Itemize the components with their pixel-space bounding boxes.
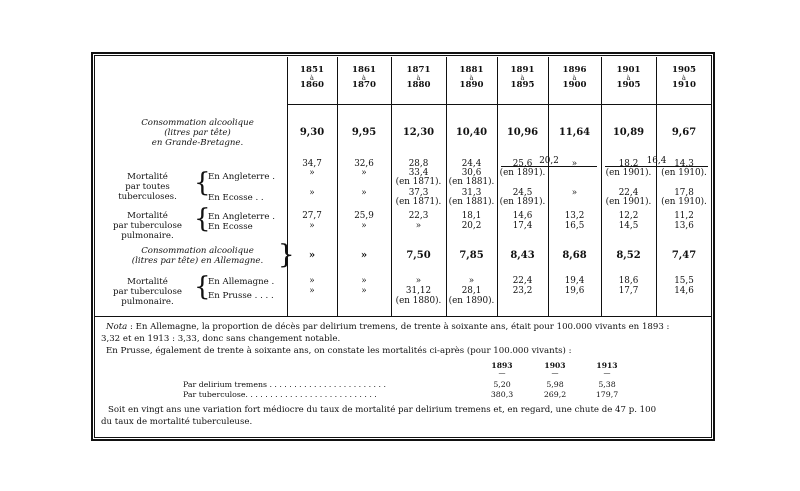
cell-value: 9,95 (351, 127, 377, 138)
row-label: Consommation alcoolique (141, 246, 254, 256)
cell-value: » (415, 276, 422, 286)
sub-label: En Prusse . . . . (208, 291, 274, 301)
row-label: Consommation alcoolique (141, 118, 254, 128)
cell-value: » (361, 221, 367, 231)
cell-value: (en 1890). (448, 296, 495, 306)
row-label: (litres par tête) (164, 128, 231, 138)
row-label: pulmonaire. (121, 297, 174, 307)
note-dash: — (498, 369, 506, 377)
cell-value: 19,6 (564, 286, 585, 296)
cell-value: 14,6 (512, 211, 533, 221)
note-lead: Nota (106, 322, 128, 332)
note-dash: — (603, 369, 611, 377)
year-a: à (520, 74, 525, 82)
row-label: Mortalité (127, 277, 168, 287)
cell-value: 31,3 (461, 188, 482, 198)
year-to: 1895 (510, 80, 535, 90)
year-from: 1851 (300, 65, 324, 75)
cell-value: (en 1871). (395, 177, 442, 187)
sub-label: En Angleterre . (208, 172, 275, 182)
cell-value: » (309, 188, 315, 198)
cell-value: 7,50 (406, 250, 431, 261)
cell-value: 25,9 (354, 211, 374, 221)
cell-value: 31,12 (405, 286, 432, 296)
column-header (601, 66, 656, 90)
row-label: (litres par tête) en Allemagne. (131, 256, 264, 266)
cell-value: » (309, 276, 315, 286)
cell-value: (en 1891). (499, 197, 546, 207)
note-line: En Prusse, également de trente à soixante ans, on constate les mortalités ci-après (pour 100.000 vivants) : (106, 346, 572, 356)
cell-value: 30,6 (461, 168, 482, 178)
year-from: 1881 (459, 65, 484, 75)
sub-label: En Ecosse (208, 222, 253, 232)
cell-value: 24,4 (461, 159, 482, 169)
note-year: 1893 (491, 361, 513, 370)
cell-value: (en 1881). (448, 197, 495, 207)
cell-value: 17,4 (512, 221, 533, 231)
sub-label: En Ecosse . . (208, 193, 264, 203)
brace-icon: { (194, 168, 211, 198)
merged-value: 16,4 (646, 156, 667, 166)
note-dash: — (551, 369, 559, 377)
cell-value: 12,30 (402, 127, 435, 138)
cell-value: 18,1 (461, 211, 482, 221)
brace-icon: { (194, 204, 211, 234)
row-label: en Grande-Bretagne. (151, 138, 244, 148)
cell-value: 13,2 (564, 211, 585, 221)
column-header (656, 66, 712, 90)
cell-value: 17,8 (674, 188, 694, 198)
cell-value: 10,89 (612, 127, 645, 138)
cell-value: 7,47 (671, 250, 697, 261)
cell-value: 19,4 (564, 276, 585, 286)
cell-value: 11,64 (558, 127, 591, 138)
cell-value: » (571, 159, 578, 169)
cell-value: » (361, 188, 367, 198)
cell-value: 32,6 (354, 159, 374, 169)
cell-value: » (308, 250, 316, 261)
cell-value: » (361, 276, 367, 286)
note-value: 5,38 (598, 380, 616, 389)
column-header (548, 66, 601, 90)
cell-value: (en 1880). (395, 296, 442, 306)
year-a: à (682, 74, 686, 82)
cell-value: (en 1910). (661, 168, 707, 178)
note-value: 269,2 (543, 390, 567, 399)
year-from: 1871 (406, 65, 431, 75)
brace-icon: { (194, 272, 211, 302)
year-a: à (310, 74, 314, 82)
note-line (106, 322, 669, 333)
year-to: 1860 (300, 80, 324, 90)
cell-value: 8,43 (510, 250, 535, 261)
note-value: 179,7 (595, 390, 619, 399)
column-header (497, 66, 548, 90)
cell-value: 28,8 (408, 159, 429, 169)
cell-value: 8,52 (616, 250, 641, 261)
cell-value: 34,7 (302, 159, 322, 169)
sub-label: En Allemagne . (208, 277, 275, 287)
cell-value: (en 1910). (661, 197, 707, 207)
year-a: à (362, 74, 366, 82)
row-label: par toutes (125, 182, 170, 192)
column-header (391, 66, 446, 90)
cell-value: 22,4 (512, 276, 533, 286)
cell-value: 14,5 (618, 221, 639, 231)
cell-value: 22,4 (618, 188, 639, 198)
row-label: Mortalité (127, 172, 168, 182)
year-from: 1861 (352, 65, 376, 75)
cell-value: 22,3 (408, 211, 429, 221)
note-line: 3,32 et en 1913 : 3,33, donc sans changement notable. (101, 334, 341, 344)
cell-value: 17,7 (618, 286, 639, 296)
cell-value: » (468, 276, 475, 286)
note-value: 5,20 (493, 380, 511, 389)
cell-value: » (360, 250, 368, 261)
cell-value: 18,2 (618, 159, 639, 169)
year-to: 1900 (562, 80, 587, 90)
year-to: 1910 (672, 80, 696, 90)
note-value: 5,98 (546, 380, 564, 389)
cell-value: 24,5 (512, 188, 533, 198)
cell-value: » (309, 168, 315, 178)
cell-value: » (571, 188, 578, 198)
year-a: à (469, 74, 474, 82)
cell-value: 16,5 (564, 221, 585, 231)
cell-value: » (309, 221, 315, 231)
cell-value: » (415, 221, 422, 231)
row-label: par tuberculose (113, 287, 182, 297)
row-label: pulmonaire. (121, 231, 174, 241)
cell-value: 15,5 (674, 276, 694, 286)
cell-value: 13,6 (674, 221, 694, 231)
column-header (287, 66, 337, 90)
year-to: 1905 (616, 80, 641, 90)
cell-value: » (309, 286, 315, 296)
merged-value: 20,2 (539, 156, 559, 166)
note-row-label: Par delirium tremens . . . . . . . . . . . . . . . . . . . . . . . . (183, 380, 386, 389)
brace-icon: } (278, 240, 295, 270)
row-label: par tuberculose (113, 221, 182, 231)
cell-value: » (361, 286, 367, 296)
cell-value: 9,30 (299, 127, 325, 138)
cell-value: 12,2 (618, 211, 639, 221)
cell-value: 25,6 (512, 159, 533, 169)
year-to: 1890 (459, 80, 484, 90)
row-label: tuberculoses. (118, 192, 177, 202)
header-rule (287, 104, 712, 105)
year-to: 1870 (352, 80, 376, 90)
cell-value: 8,68 (562, 250, 587, 261)
cell-value: (en 1901). (605, 168, 652, 178)
cell-value: 23,2 (512, 286, 533, 296)
year-from: 1891 (510, 65, 535, 75)
cell-value: (en 1891). (499, 168, 546, 178)
cell-value: 7,85 (459, 250, 484, 261)
cell-value: 10,96 (506, 127, 539, 138)
note-value: 380,3 (490, 390, 514, 399)
table-bottom-rule (94, 316, 712, 317)
cell-value: 11,2 (674, 211, 694, 221)
cell-value: (en 1871). (395, 197, 442, 207)
note-row-label: Par tuberculose. . . . . . . . . . . . . . . . . . . . . . . . . . . (183, 390, 377, 399)
column-header (446, 66, 497, 90)
cell-value: (en 1901). (605, 197, 652, 207)
note-text: : En Allemagne, la proportion de décès par delirium tremens, de trente à soixante ans, était pour 100.000 vivants en 1893 : (127, 322, 670, 332)
cell-value: 14,3 (674, 159, 694, 169)
note-year: 1903 (544, 361, 566, 370)
cell-value: 14,6 (674, 286, 694, 296)
cell-value: 18,6 (618, 276, 639, 286)
year-a: à (572, 74, 577, 82)
cell-value: 33,4 (408, 168, 429, 178)
year-to: 1880 (406, 80, 431, 90)
cell-value: » (361, 168, 367, 178)
row-label: Mortalité (127, 211, 168, 221)
cell-value: 28,1 (461, 286, 482, 296)
cell-value: 37,3 (408, 188, 429, 198)
cell-value: 27,7 (302, 211, 322, 221)
cell-value: 10,40 (455, 127, 488, 138)
note-year: 1913 (596, 361, 618, 370)
cell-value: 9,67 (671, 127, 697, 138)
year-from: 1901 (616, 65, 641, 75)
note-line: du taux de mortalité tuberculeuse. (101, 417, 253, 427)
cell-value: (en 1881). (448, 177, 495, 187)
column-header (337, 66, 391, 90)
cell-value: 20,2 (461, 221, 482, 231)
sub-label: En Angleterre . (208, 212, 275, 222)
year-from: 1896 (562, 65, 587, 75)
note-line: Soit en vingt ans une variation fort médiocre du taux de mortalité par delirium tremens et, en regard, une chute de 47 p. 100 (108, 405, 657, 415)
year-a: à (416, 74, 421, 82)
year-a: à (626, 74, 631, 82)
year-from: 1905 (672, 65, 696, 75)
